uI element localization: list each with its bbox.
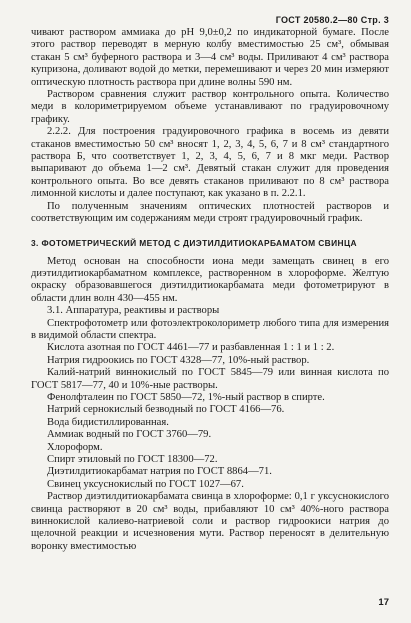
list-item: Диэтилдитиокарбамат натрия по ГОСТ 8864—71.	[47, 466, 272, 478]
section-title: 3. ФОТОМЕТРИЧЕСКИЙ МЕТОД С ДИЭТИЛДИТИОКАРБАМАТОМ СВИНЦА	[31, 237, 357, 248]
list-item: Спектрофотометр или фотоэлектроколориметр любого типа для измерения в видимой области спектра.	[31, 317, 389, 341]
subsection-3-1-title: 3.1. Аппаратура, реактивы и растворы	[47, 305, 220, 317]
list-item: Аммиак водный по ГОСТ 3760—79.	[47, 429, 212, 441]
list-item: Спирт этиловый по ГОСТ 18300—72.	[47, 454, 218, 465]
page-number: 17	[378, 597, 389, 608]
page-body	[31, 27, 389, 553]
list-item: Натрия гидроокись по ГОСТ 4328—77, 10%-ный раствор.	[47, 354, 310, 366]
list-item: Кислота азотная по ГОСТ 4461—77 и разбавленная 1 : 1 и 1 : 2.	[47, 342, 335, 354]
reagent-list	[31, 318, 389, 492]
list-item: Калий-натрий виннокислый по ГОСТ 5845—79 или винная кислота по ГОСТ 5817—77, 40 и 10%-ные растворы.	[31, 367, 389, 391]
list-item: Натрий сернокислый безводный по ГОСТ 4166—76.	[47, 404, 285, 416]
paragraph-method-basis: Метод основан на способности иона меди замещать свинец в его диэтилдитиокарбаматном комплексе, растворенном в хлороформе. Желтую окраску образовавшегося диэтилдитиокарбамата меди фотометрируют в области длин волн 430—455 нм.	[31, 255, 389, 304]
paragraph-continued: чивают раствором аммиака до pH 9,0±0,2 по индикаторной бумаге. После этого раствор переводят в мерную колбу вместимостью 25 см³, обмывая стакан 5 см³ буферного раствора и 3—4 см³ воды. Приливают 4 см³ раствора купризона, доливают водой до метки, перемешивают и через 20 мин измеряют оптическую плотность раствора при длине волны 590 нм.	[31, 27, 389, 88]
list-item: Фенолфталеин по ГОСТ 5850—72, 1%-ный раствор в спирте.	[47, 391, 325, 403]
running-header: ГОСТ 20580.2—80 Стр. 3	[275, 15, 389, 25]
list-item: Свинец уксуснокислый по ГОСТ 1027—67.	[47, 478, 244, 490]
list-item: Хлороформ.	[47, 441, 103, 453]
list-item: Вода бидистиллированная.	[47, 416, 169, 428]
paragraph-reference-solution: Раствором сравнения служит раствор контрольного опыта. Количество меди в колориметрируемом объеме устанавливают по градуировочному графику.	[31, 89, 389, 125]
paragraph-2-2-2: 2.2.2. Для построения градуировочного графика в восемь из девяти стаканов вместимостью 50 см³ вносят 1, 2, 3, 4, 5, 6, 7 и 8 см³ стандартного раствора Б, что соответствует 1, 2, 3, 4, 5, 6, 7 и 8 мкг меди. Раствор выпаривают до объема 1—2 см³. Девятый стакан служит для проведения контрольного опыта. Во все девять стаканов приливают по 8 см³ раствора лимонной кислоты и далее поступают, как указано в п. 2.2.1.	[31, 126, 389, 200]
paragraph-calibration-graph: По полученным значениям оптических плотностей растворов и соответствующим им содержаниям меди строят градуировочный график.	[31, 200, 389, 225]
paragraph-lead-solution: Раствор диэтилдитиокарбамата свинца в хлороформе: 0,1 г уксуснокислого свинца растворяют в 20 см³ воды, прибавляют 10 см³ 40%-ного раствора виннокислой калиево-натриевой соли и раствор гидроокиси натрия до щелочной реакции и исчезновения мути. Раствор переносят в делительную воронку вместимостью	[31, 491, 389, 552]
